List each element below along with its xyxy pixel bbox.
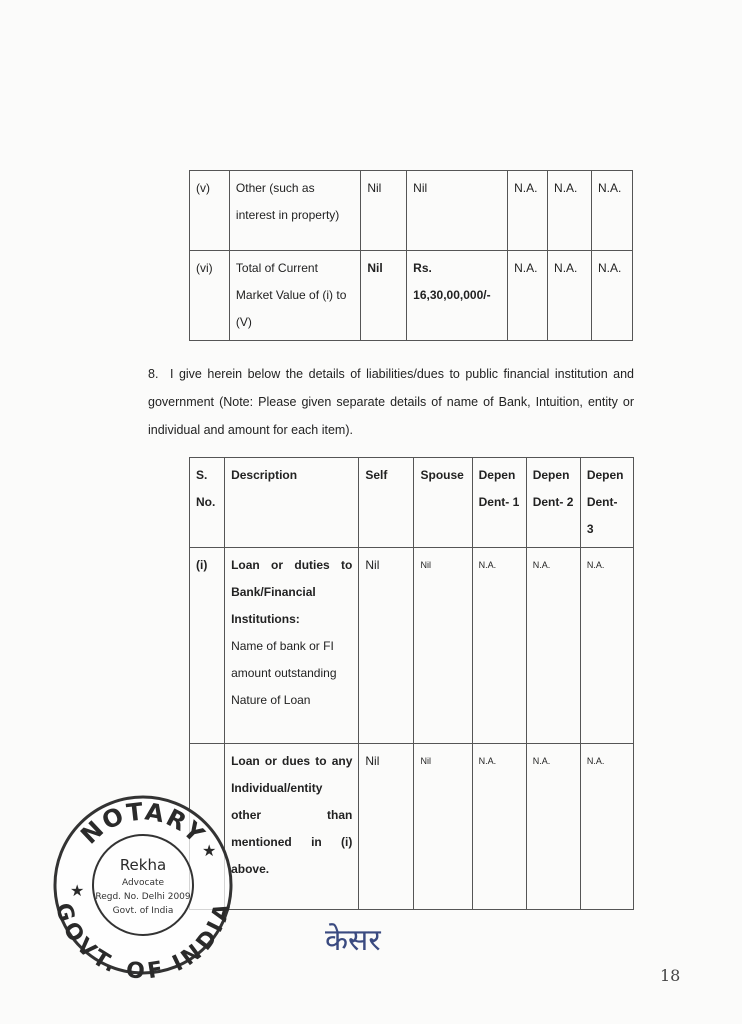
table-row <box>190 548 634 744</box>
row-dependent-1: N.A. <box>472 548 526 744</box>
row-spouse: Nil <box>407 171 508 251</box>
row-description: Total of Current Market Value of (i) to (V) <box>229 251 360 341</box>
stamp-line: Govt. of India <box>112 906 174 916</box>
row-dependent-2: N.A. <box>548 251 592 341</box>
page-number: 18 <box>660 966 681 985</box>
row-dependent-2: N.A. <box>548 171 592 251</box>
row-dependent-3: N.A. <box>591 251 632 341</box>
row-sno: (v) <box>190 171 230 251</box>
row-sno: (i) <box>190 548 225 744</box>
paragraph-text: I give herein below the details of liabilities/dues to public financial institution and government (Note: Please given separate details of name of Bank, Intuition, entity or individual and amount for each item). <box>148 367 634 437</box>
row-sno: (vi) <box>190 251 230 341</box>
row-self: Nil <box>361 251 407 341</box>
row-spouse: Rs. 16,30,00,000/- <box>407 251 508 341</box>
liabilities-table <box>189 457 634 910</box>
header-sno: S. No. <box>190 458 225 548</box>
notary-stamp <box>48 790 238 980</box>
row-dependent-1: N.A. <box>472 744 526 910</box>
assets-table-continued <box>189 170 633 341</box>
row-dependent-3: N.A. <box>591 171 632 251</box>
header-description: Description <box>225 458 359 548</box>
header-spouse: Spouse <box>414 458 472 548</box>
header-self: Self <box>359 458 414 548</box>
row-self: Nil <box>359 548 414 744</box>
paragraph-number: 8. <box>148 367 159 381</box>
row-description: Other (such as interest in property) <box>229 171 360 251</box>
stamp-line: Regd. No. Delhi 2009 <box>95 892 191 902</box>
row-description-detail: Name of bank or FI amount outstanding Nature of Loan <box>231 639 337 707</box>
paragraph-8 <box>148 360 634 444</box>
row-dependent-2: N.A. <box>526 744 580 910</box>
header-dependent-3: Depen Dent- 3 <box>580 458 633 548</box>
row-self: Nil <box>361 171 407 251</box>
row-self: Nil <box>359 744 414 910</box>
row-dependent-3: N.A. <box>580 744 633 910</box>
stamp-bottom-text: GOVT. OF INDIA <box>49 900 237 980</box>
row-description <box>225 548 359 744</box>
row-dependent-3: N.A. <box>580 548 633 744</box>
header-dependent-2: Depen Dent- 2 <box>526 458 580 548</box>
row-spouse: Nil <box>414 744 472 910</box>
table-row <box>190 744 634 910</box>
row-description: Loan or dues to any Individual/entity other than mentioned in (i) above. <box>225 744 359 910</box>
table-row <box>190 251 633 341</box>
stamp-top-text: NOTARY <box>75 797 211 850</box>
table-header-row <box>190 458 634 548</box>
table-row <box>190 171 633 251</box>
star-icon: ★ <box>202 843 217 860</box>
header-dependent-1: Depen Dent- 1 <box>472 458 526 548</box>
star-icon: ★ <box>70 883 85 900</box>
row-dependent-1: N.A. <box>508 171 548 251</box>
row-description-heading: Loan or duties to Bank/Financial Institutions: <box>231 558 353 626</box>
row-dependent-2: N.A. <box>526 548 580 744</box>
signature: केसर <box>325 923 381 958</box>
stamp-line: Advocate <box>121 878 165 888</box>
row-spouse: Nil <box>414 548 472 744</box>
row-dependent-1: N.A. <box>508 251 548 341</box>
stamp-name: Rekha <box>119 856 167 874</box>
